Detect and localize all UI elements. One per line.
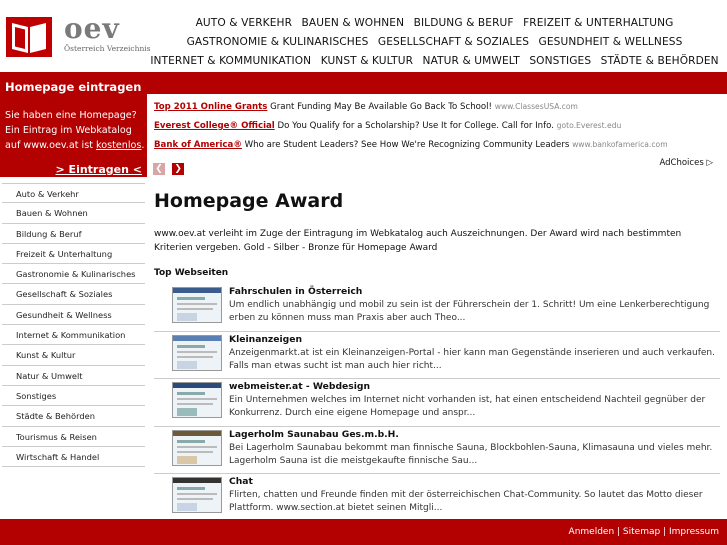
site-title[interactable]: Chat — [229, 476, 253, 487]
sidebar-item[interactable]: Auto & Verkehr — [2, 183, 145, 203]
promo-box — [0, 72, 147, 177]
topnav-item[interactable]: SONSTIGES — [529, 55, 592, 67]
sidebar-item[interactable]: Gastronomie & Kulinarisches — [2, 264, 145, 284]
ad-title[interactable]: Bank of America® — [154, 140, 242, 150]
list-item — [154, 284, 720, 332]
ad-text: Who are Student Leaders? See How We're Recognizing Community Leaders — [244, 140, 570, 150]
topnav-item[interactable]: BILDUNG & BERUF — [413, 17, 514, 29]
site-thumbnail[interactable] — [172, 287, 222, 323]
promo-title: Homepage eintragen — [5, 80, 142, 94]
topnav-item[interactable]: FREIZEIT & UNTERHALTUNG — [523, 17, 674, 29]
topnav-item[interactable]: INTERNET & KOMMUNIKATION — [150, 55, 312, 67]
ad-url[interactable]: www.ClassesUSA.com — [494, 102, 578, 111]
ad-block — [147, 94, 727, 176]
logo-subtitle: Österreich Verzeichnis — [64, 44, 151, 53]
sidebar-item[interactable]: Freizeit & Unterhaltung — [2, 244, 145, 264]
ad-row[interactable] — [154, 102, 578, 112]
ad-row[interactable] — [154, 121, 621, 131]
adchoices-icon: ▷ — [706, 158, 713, 168]
page-title: Homepage Award — [154, 190, 344, 212]
topnav-item[interactable]: GESELLSCHAFT & SOZIALES — [377, 36, 530, 48]
sidebar-item[interactable]: Natur & Umwelt — [2, 366, 145, 386]
list-item — [154, 474, 720, 522]
site-thumbnail[interactable] — [172, 382, 222, 418]
topnav-item[interactable]: NATUR & UMWELT — [422, 55, 520, 67]
site-title[interactable]: Lagerholm Saunabau Ges.m.b.H. — [229, 428, 399, 440]
promo-text-start: Sie haben eine Homepage? Ein Eintrag im Webkatalog auf www.oev.at ist — [5, 110, 137, 151]
adchoices-link[interactable] — [659, 158, 713, 168]
ad-url[interactable]: goto.Everest.edu — [556, 121, 622, 130]
site-description: Um endlich unabhängig und mobil zu sein ist der Führerschein der 1. Schritt! Um eine Lenkerberechtigung erben zu können muss man Praxis aber auch Theo... — [229, 300, 710, 323]
ad-url[interactable]: www.bankofamerica.com — [572, 140, 668, 149]
topnav-item[interactable]: BAUEN & WOHNEN — [301, 17, 405, 29]
sidebar-item[interactable]: Gesundheit & Wellness — [2, 305, 145, 325]
ad-text: Grant Funding May Be Available Go Back To School! — [270, 102, 492, 112]
footer-sitemap-link[interactable]: Sitemap — [622, 527, 661, 537]
logo[interactable] — [6, 12, 151, 58]
promo-free-link[interactable]: kostenlos — [96, 140, 142, 151]
site-thumbnail[interactable] — [172, 335, 222, 371]
topnav-item[interactable]: GASTRONOMIE & KULINARISCHES — [186, 36, 369, 48]
site-description: Bei Lagerholm Saunabau bekommt man finnische Sauna, Blockbohlen-Sauna, Klimasauna und vieles mehr. Lagerholm Sauna ist die meistgekaufte finnische Sau... — [229, 442, 713, 466]
site-description: Anzeigenmarkt.at ist ein Kleinanzeigen-Portal - hier kann man Gegenstände inserieren und auch verkaufen. Falls man etwas sucht ist man auch hier richt... — [229, 347, 715, 371]
chevron-right-icon[interactable]: ❯ — [172, 163, 184, 175]
sidebar-item[interactable]: Gesellschaft & Soziales — [2, 284, 145, 304]
topnav-item[interactable]: KUNST & KULTUR — [320, 55, 414, 67]
site-title[interactable]: Kleinanzeigen — [229, 333, 303, 345]
sidebar-item[interactable]: Kunst & Kultur — [2, 345, 145, 365]
ad-text: Do You Qualify for a Scholarship? Use It for College. Call for Info. — [277, 121, 554, 131]
promo-text — [5, 108, 145, 153]
list-item — [154, 332, 720, 380]
sidebar-category-list — [2, 183, 145, 467]
logo-book-icon — [6, 17, 52, 57]
topnav-item[interactable]: GESUNDHEIT & WELLNESS — [538, 36, 683, 48]
adchoices-label: AdChoices — [659, 158, 704, 168]
ad-pager — [153, 156, 186, 175]
ad-title[interactable]: Top 2011 Online Grants — [154, 102, 268, 112]
footer-imprint-link[interactable]: Impressum — [668, 527, 719, 537]
sidebar-item[interactable]: Sonstiges — [2, 386, 145, 406]
logo-text: oev — [64, 12, 120, 45]
sidebar-item[interactable]: Bildung & Beruf — [2, 224, 145, 244]
intro-text: www.oev.at verleiht im Zuge der Eintragung im Webkatalog auch Auszeichnungen. Der Award wird nach bestimmten Kriterien vergeben. Gold - Silber - Bronze für Homepage Award — [154, 229, 682, 253]
site-title[interactable]: Fahrschulen in Österreich — [229, 286, 363, 297]
sidebar-item[interactable]: Internet & Kommunikation — [2, 325, 145, 345]
footer-links: Anmelden | Sitemap | Impressum — [568, 527, 719, 537]
topnav-item[interactable]: AUTO & VERKEHR — [195, 17, 293, 29]
section-heading: Top Webseiten — [154, 268, 229, 278]
top-sites-list — [154, 284, 720, 522]
topnav-item[interactable]: STÄDTE & BEHÖRDEN — [600, 55, 719, 67]
ad-title[interactable]: Everest College® Official — [154, 121, 275, 131]
site-thumbnail[interactable] — [172, 430, 222, 466]
footer-login-link[interactable]: Anmelden — [568, 527, 615, 537]
header — [0, 0, 727, 72]
list-item — [154, 427, 720, 475]
sidebar-item[interactable]: Städte & Behörden — [2, 406, 145, 426]
footer — [0, 519, 727, 545]
site-description: Flirten, chatten und Freunde finden mit der österreichischen Chat-Community. So lautet das Motto dieser Plattform. www.section.at bietet seinen Mitgli... — [229, 490, 703, 513]
promo-text-end: . — [141, 140, 145, 151]
site-description: Ein Unternehmen welches im Internet nicht vorhanden ist, hat einen entscheidend Nachteil gegnüber der Konkurrenz. Durch eine eigene Homepage und anspr... — [229, 395, 706, 418]
sidebar-item[interactable]: Wirtschaft & Handel — [2, 447, 145, 467]
promo-submit-link[interactable]: > Eintragen < — [55, 163, 142, 176]
sidebar-item[interactable]: Tourismus & Reisen — [2, 427, 145, 447]
list-item — [154, 379, 720, 427]
site-thumbnail[interactable] — [172, 477, 222, 513]
site-title[interactable]: webmeister.at - Webdesign — [229, 381, 371, 392]
sidebar-item[interactable]: Bauen & Wohnen — [2, 203, 145, 223]
ad-row[interactable] — [154, 140, 668, 150]
chevron-left-icon[interactable]: ❮ — [153, 163, 165, 175]
